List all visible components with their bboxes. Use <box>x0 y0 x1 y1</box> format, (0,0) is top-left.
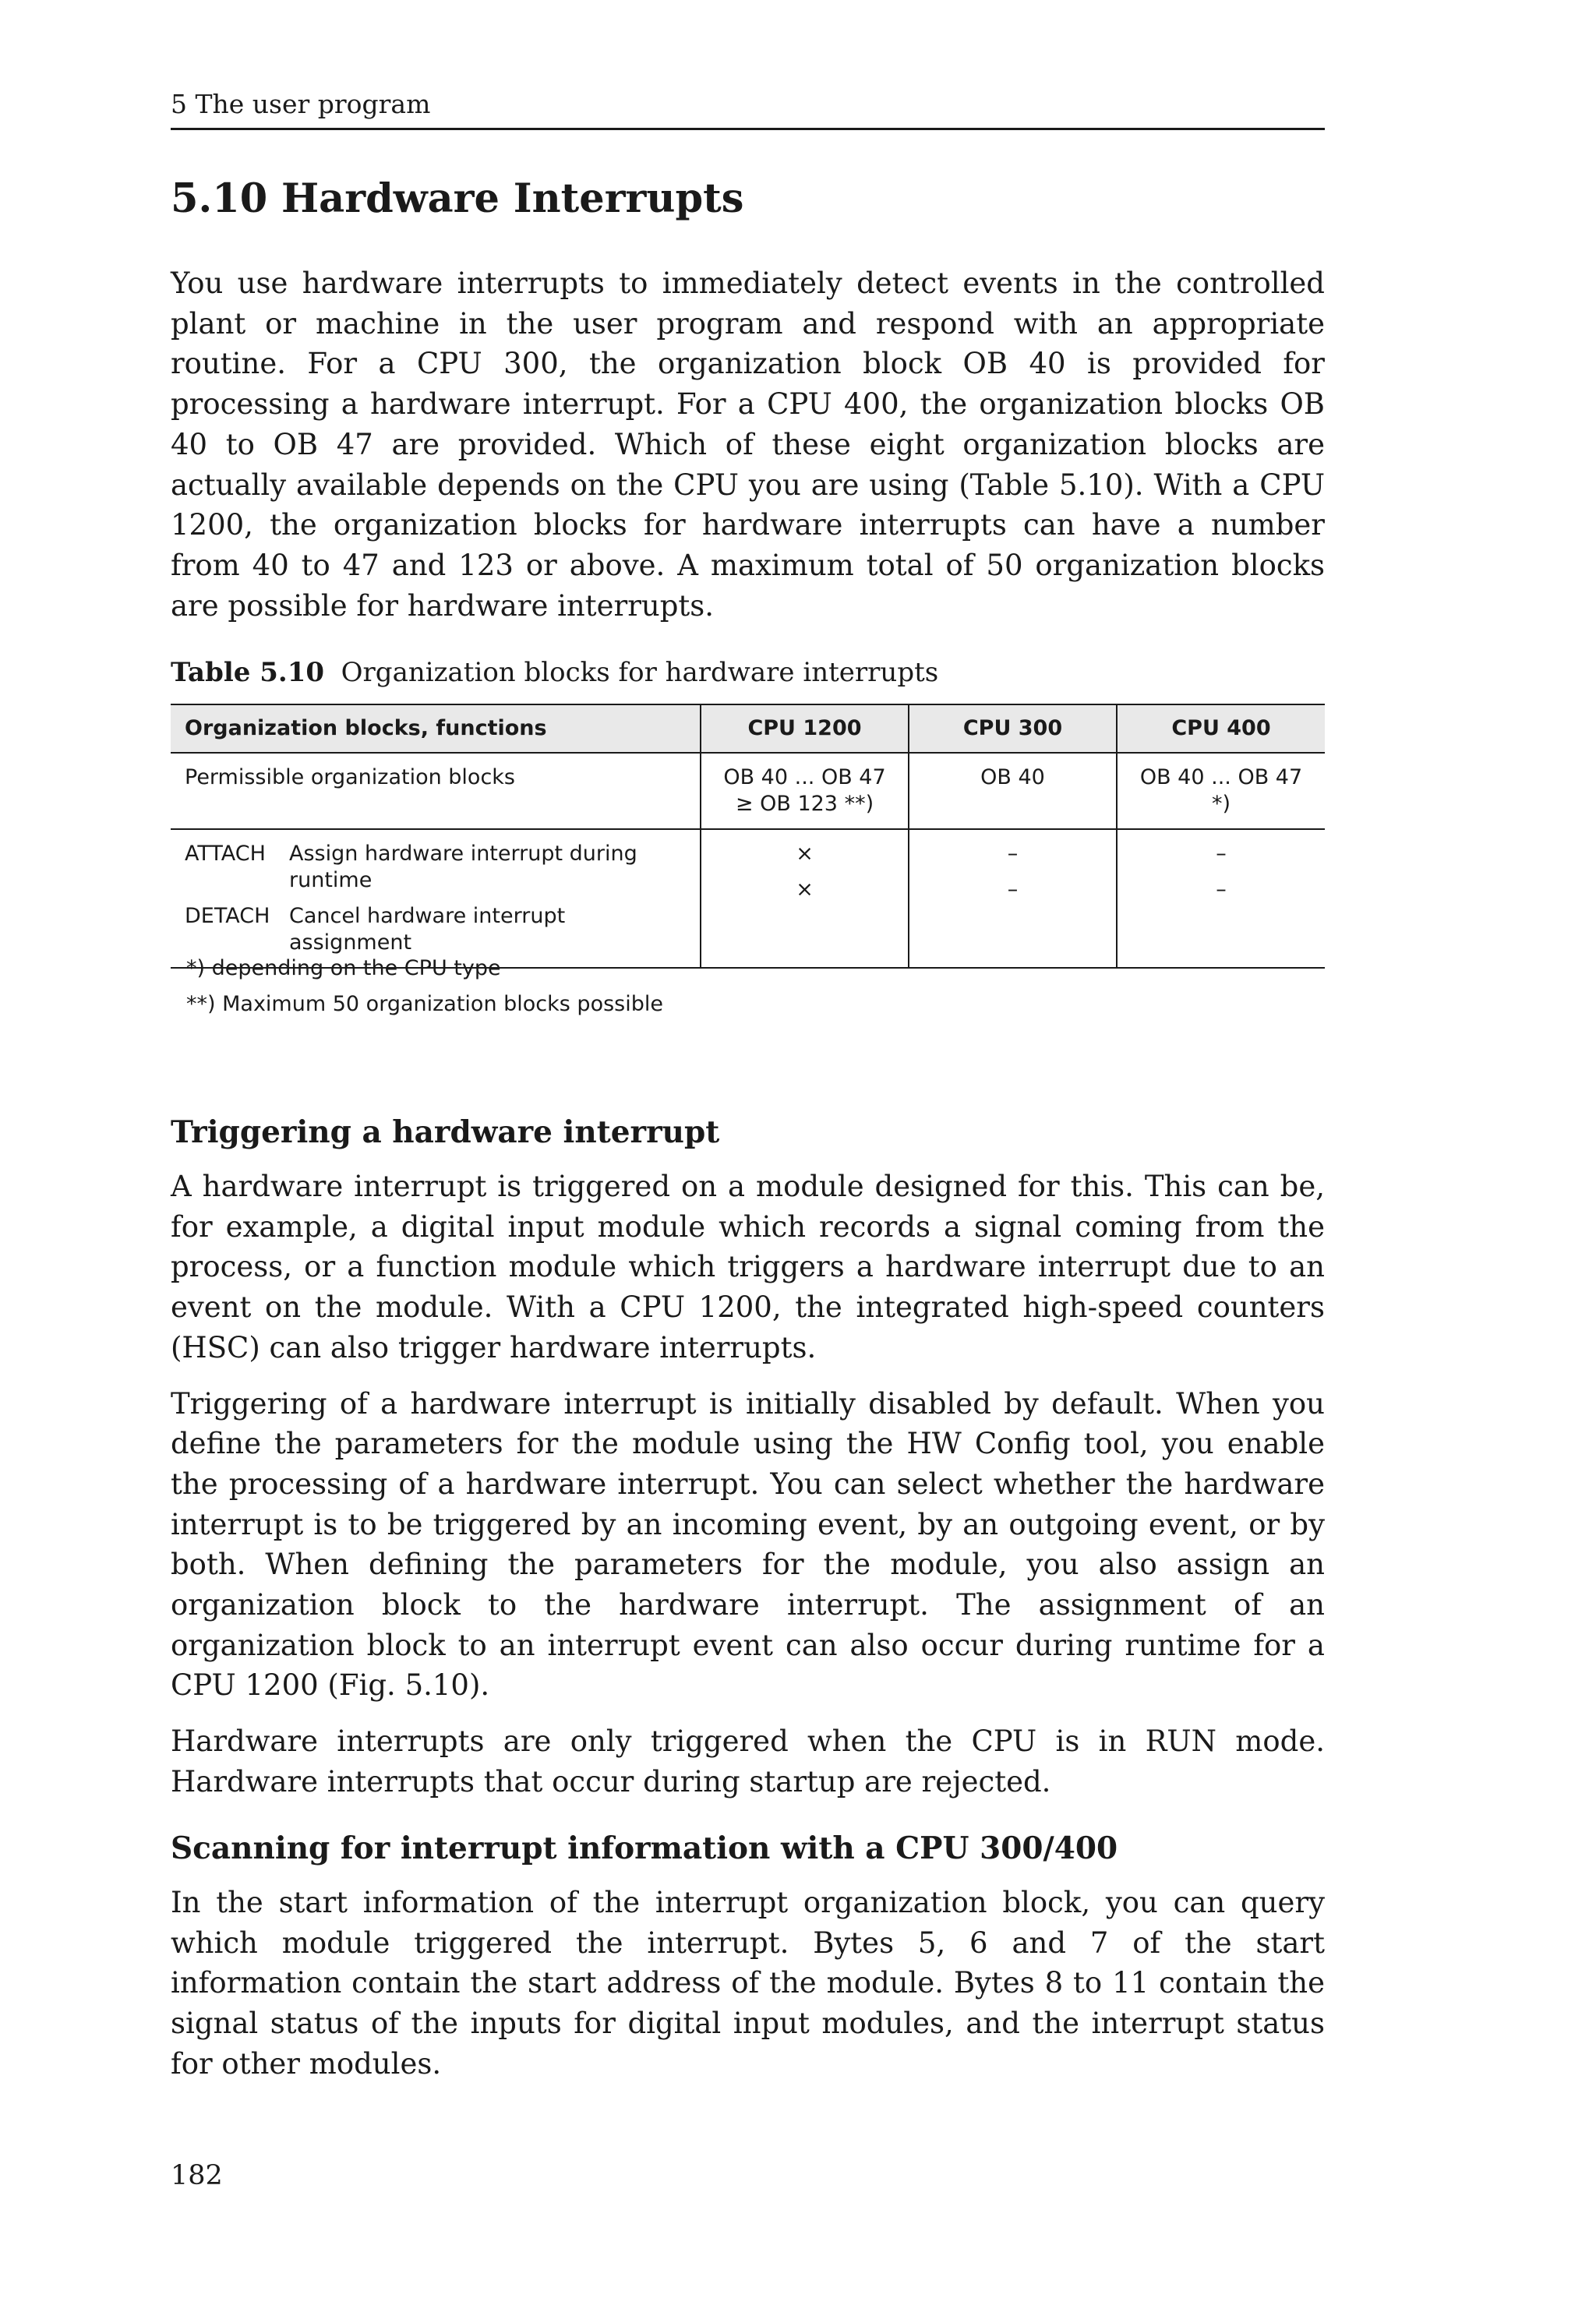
triggering-paragraph-3: Hardware interrupts are only triggered when the CPU is in RUN mode. Hardware interrupts that occur during startup are rejected. <box>171 1724 1325 1799</box>
detach-row <box>185 903 686 956</box>
cell-cpu1200-functions <box>701 829 909 968</box>
table-row <box>171 829 1325 968</box>
triggering-paragraph-2: Triggering of a hardware interrupt is initially disabled by default. When you define the parameters for the module using the HW Config tool, you enable the processing of a hardware interrupt. You can select whether the hardware interrupt is to be triggered by an incoming event, by an outgoing event, or by both. When defining the parameters for the module, you also assign an organization block to the hardware interrupt. The assignment of an organization block to an interrupt event can also occur during runtime for a CPU 1200 (Fig. 5.10). <box>171 1386 1325 1703</box>
cell-cpu1200-obs <box>701 753 909 829</box>
attach-desc: Assign hardware interrupt during runtime <box>289 842 637 892</box>
cpu400-attach-mark: – <box>1216 842 1227 866</box>
table-caption-label: Table 5.10 <box>171 657 325 688</box>
section-title: 5.10 Hardware Interrupts <box>171 175 744 222</box>
table-row <box>171 753 1325 829</box>
cell-cpu300-obs: OB 40 <box>909 753 1117 829</box>
header-cpu400: CPU 400 <box>1117 704 1325 753</box>
footnote-cpu-type: *) depending on the CPU type <box>186 956 501 980</box>
cell-cpu400-obs: OB 40 ... OB 47 *) <box>1117 753 1325 829</box>
intro-paragraph: You use hardware interrupts to immediately detect events in the controlled plant or machine in the user program and respond with an appropriate routine. For a CPU 300, the organization block OB 40 is provided for processing a hardware interrupt. For a CPU 400, the organization blocks OB 40 to OB 47 are provided. Which of these eight organization blocks are actually available depends on the CPU you are using (Table 5.10). With a CPU 1200, the organization blocks for hardware interrupts can have a number from 40 to 47 and 123 or above. A maximum total of 50 organization blocks are possible for hardware interrupts. <box>171 267 1325 623</box>
running-header: 5 The user program <box>171 87 1325 130</box>
detach-name: DETACH <box>185 904 270 928</box>
table-caption-text: Organization blocks for hardware interrupts <box>341 657 939 688</box>
cell-cpu1200-line1: OB 40 ... OB 47 <box>723 765 886 789</box>
footnote-max-blocks: **) Maximum 50 organization blocks possible <box>186 992 663 1016</box>
triggering-paragraph-1: A hardware interrupt is triggered on a module designed for this. This can be, for example, a digital input module which records a signal coming from the process, or a function module which triggers a hardware interrupt due to an event on the module. With a CPU 1200, the integrated high-speed counters (HSC) can also trigger hardware interrupts. <box>171 1170 1325 1364</box>
table-caption <box>171 655 1325 690</box>
table-header-row <box>171 704 1325 753</box>
header-cpu1200: CPU 1200 <box>701 704 909 753</box>
cpu400-detach-mark: – <box>1216 877 1227 902</box>
attach-row <box>185 841 686 894</box>
row-functions <box>171 829 701 968</box>
heading-scanning: Scanning for interrupt information with a CPU 300/400 <box>171 1830 1118 1866</box>
cell-cpu300-functions <box>909 829 1117 968</box>
table-footnotes <box>186 951 663 1022</box>
cpu300-detach-mark: – <box>1007 877 1019 902</box>
page-number: 182 <box>171 2160 223 2191</box>
cpu1200-attach-mark: × <box>796 842 814 866</box>
triggering-body <box>171 1167 1325 1802</box>
row-label-permissible: Permissible organization blocks <box>171 753 701 829</box>
scanning-paragraph: In the start information of the interrupt organization block, you can query which module triggered the interrupt. Bytes 5, 6 and 7 of the start information contain the start address of the module. Bytes 8 to 11 contain the signal status of the inputs for digital input modules, and the interrupt status for other modules. <box>171 1886 1325 2081</box>
attach-name: ATTACH <box>185 842 266 866</box>
heading-triggering: Triggering a hardware interrupt <box>171 1114 720 1150</box>
header-cpu300: CPU 300 <box>909 704 1117 753</box>
cpu300-attach-mark: – <box>1007 842 1019 866</box>
header-functions: Organization blocks, functions <box>171 704 701 753</box>
cpu1200-detach-mark: × <box>796 877 814 902</box>
cell-cpu1200-line2: ≥ OB 123 **) <box>735 792 874 816</box>
detach-desc: Cancel hardware interrupt assignment <box>289 904 566 955</box>
ob-table <box>171 704 1325 969</box>
cell-cpu400-functions <box>1117 829 1325 968</box>
